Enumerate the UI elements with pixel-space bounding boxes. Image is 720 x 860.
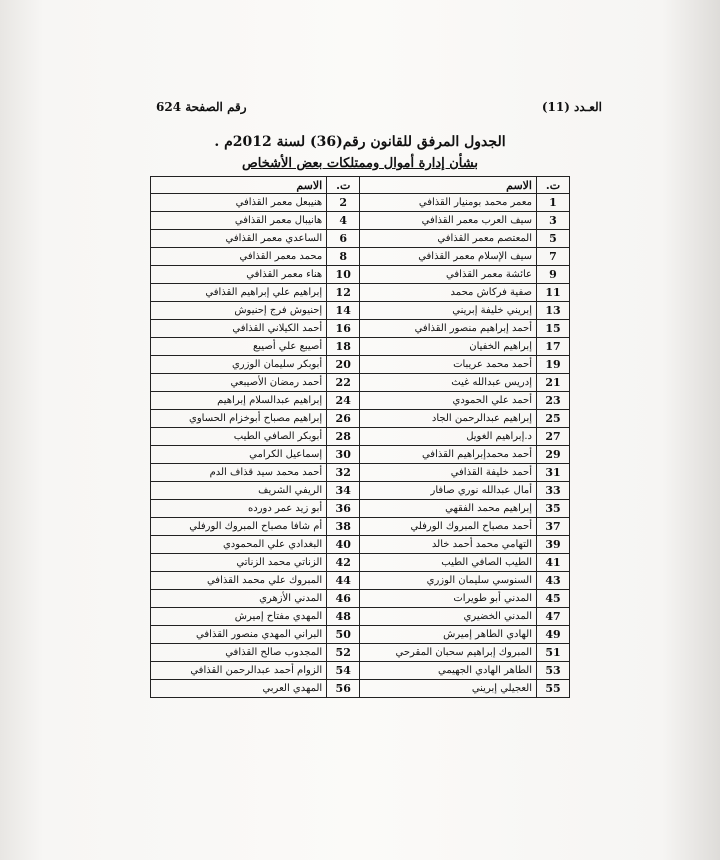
table-row xyxy=(151,626,570,644)
row-number: 1 xyxy=(537,194,570,212)
person-name: إسماعيل الكرامي xyxy=(151,446,327,464)
row-number: 51 xyxy=(537,644,570,662)
row-number: 42 xyxy=(327,554,360,572)
column-header-name: الاسم xyxy=(151,177,327,194)
row-number: 50 xyxy=(327,626,360,644)
row-number: 38 xyxy=(327,518,360,536)
row-number: 2 xyxy=(327,194,360,212)
row-number: 33 xyxy=(537,482,570,500)
person-name: المجدوب صالح القذافي xyxy=(151,644,327,662)
document-subtitle: بشأن إدارة أموال وممتلكات بعض الأشخاص xyxy=(242,156,478,171)
table-row xyxy=(151,392,570,410)
row-number: 21 xyxy=(537,374,570,392)
person-name: المبروك علي محمد القذافي xyxy=(151,572,327,590)
person-name: إبراهيم الخفيان xyxy=(360,338,537,356)
person-name: سيف العرب معمر القذافي xyxy=(360,212,537,230)
row-number: 48 xyxy=(327,608,360,626)
row-number: 46 xyxy=(327,590,360,608)
table-row xyxy=(151,374,570,392)
person-name: إبراهيم مصباح أبوخزام الحساوي xyxy=(151,410,327,428)
row-number: 40 xyxy=(327,536,360,554)
row-number: 27 xyxy=(537,428,570,446)
row-number: 5 xyxy=(537,230,570,248)
row-number: 13 xyxy=(537,302,570,320)
table-row xyxy=(151,662,570,680)
table-row xyxy=(151,230,570,248)
person-name: المبروك إبراهيم سحبان المقرحي xyxy=(360,644,537,662)
table-row xyxy=(151,284,570,302)
person-name: أبوبكر سليمان الوزري xyxy=(151,356,327,374)
row-number: 49 xyxy=(537,626,570,644)
row-number: 35 xyxy=(537,500,570,518)
row-number: 55 xyxy=(537,680,570,698)
table-row xyxy=(151,338,570,356)
person-name: هناء معمر القذافي xyxy=(151,266,327,284)
table-row xyxy=(151,500,570,518)
row-number: 16 xyxy=(327,320,360,338)
person-name: عائشة معمر القذافي xyxy=(360,266,537,284)
person-name: الطاهر الهادي الجهيمي xyxy=(360,662,537,680)
person-name: المدني الأزهري xyxy=(151,590,327,608)
table-row xyxy=(151,608,570,626)
row-number: 47 xyxy=(537,608,570,626)
row-number: 53 xyxy=(537,662,570,680)
person-name: معمر محمد بومنيار القذافي xyxy=(360,194,537,212)
issue-number: العـدد (11) xyxy=(541,100,602,114)
row-number: 12 xyxy=(327,284,360,302)
person-name: أم شافا مصباح المبروك الورفلي xyxy=(151,518,327,536)
table-row xyxy=(151,212,570,230)
person-name: إبراهيم علي إبراهيم القذافي xyxy=(151,284,327,302)
person-name: السنوسي سليمان الوزري xyxy=(360,572,537,590)
column-header-number: ت. xyxy=(327,177,360,194)
person-name: صفية فركاش محمد xyxy=(360,284,537,302)
person-name: المعتصم معمر القذافي xyxy=(360,230,537,248)
row-number: 32 xyxy=(327,464,360,482)
row-number: 39 xyxy=(537,536,570,554)
person-name: أحمد رمضان الأصيبعي xyxy=(151,374,327,392)
row-number: 28 xyxy=(327,428,360,446)
table-row xyxy=(151,302,570,320)
row-number: 18 xyxy=(327,338,360,356)
table-row xyxy=(151,320,570,338)
person-name: سيف الإسلام معمر القذافي xyxy=(360,248,537,266)
person-name: أبو زيد عمر دورده xyxy=(151,500,327,518)
person-name: أصيبع علي أصيبع xyxy=(151,338,327,356)
row-number: 45 xyxy=(537,590,570,608)
column-header-name: الاسم xyxy=(360,177,537,194)
table-row xyxy=(151,356,570,374)
table-header-row xyxy=(151,177,570,194)
person-name: الطيب الصافي الطيب xyxy=(360,554,537,572)
table-row xyxy=(151,536,570,554)
row-number: 43 xyxy=(537,572,570,590)
document-title: الجدول المرفق للقانون رقم(36) لسنة 2012م . xyxy=(214,134,506,150)
table-row xyxy=(151,482,570,500)
row-number: 15 xyxy=(537,320,570,338)
row-number: 11 xyxy=(537,284,570,302)
person-name: إبراهيم عبدالرحمن الجاد xyxy=(360,410,537,428)
row-number: 30 xyxy=(327,446,360,464)
person-name: أحمد علي الحمودي xyxy=(360,392,537,410)
table-row xyxy=(151,248,570,266)
table-row xyxy=(151,680,570,698)
row-number: 31 xyxy=(537,464,570,482)
row-number: 4 xyxy=(327,212,360,230)
table-row xyxy=(151,518,570,536)
table-row xyxy=(151,410,570,428)
row-number: 36 xyxy=(327,500,360,518)
table-row xyxy=(151,464,570,482)
person-name: أبوبكر الصافي الطيب xyxy=(151,428,327,446)
person-name: التهامي محمد أحمد خالد xyxy=(360,536,537,554)
page-header xyxy=(0,96,720,120)
column-header-number: ت. xyxy=(537,177,570,194)
person-name: المهدي العربي xyxy=(151,680,327,698)
page-number: رقم الصفحة 624 xyxy=(156,100,247,114)
row-number: 44 xyxy=(327,572,360,590)
person-name: أحمد محمد عريبات xyxy=(360,356,537,374)
person-name: أحمد محمدإبراهيم القذافي xyxy=(360,446,537,464)
table-row xyxy=(151,554,570,572)
table-row xyxy=(151,266,570,284)
person-name: إحنيوش فرج إحنيوش xyxy=(151,302,327,320)
table-row xyxy=(151,428,570,446)
row-number: 3 xyxy=(537,212,570,230)
person-name: أحمد إبراهيم منصور القذافي xyxy=(360,320,537,338)
row-number: 20 xyxy=(327,356,360,374)
row-number: 25 xyxy=(537,410,570,428)
table-row xyxy=(151,572,570,590)
person-name: البغدادي علي المحمودي xyxy=(151,536,327,554)
person-name: العجيلي إبريني xyxy=(360,680,537,698)
person-name: الزوام أحمد عبدالرحمن القذافي xyxy=(151,662,327,680)
row-number: 52 xyxy=(327,644,360,662)
person-name: المهدي مفتاح إميرش xyxy=(151,608,327,626)
row-number: 26 xyxy=(327,410,360,428)
person-name: الزناتي محمد الزناتي xyxy=(151,554,327,572)
row-number: 41 xyxy=(537,554,570,572)
person-name: الريفي الشريف xyxy=(151,482,327,500)
names-table xyxy=(150,176,570,698)
person-name: إبراهيم عبدالسلام إبراهيم xyxy=(151,392,327,410)
row-number: 7 xyxy=(537,248,570,266)
row-number: 56 xyxy=(327,680,360,698)
person-name: إبريني خليفة إبريني xyxy=(360,302,537,320)
person-name: هنيبعل معمر القذافي xyxy=(151,194,327,212)
row-number: 17 xyxy=(537,338,570,356)
row-number: 8 xyxy=(327,248,360,266)
person-name: أحمد محمد سيد قذاف الدم xyxy=(151,464,327,482)
person-name: أحمد مصباح المبروك الورفلي xyxy=(360,518,537,536)
person-name: المدني الخضيري xyxy=(360,608,537,626)
person-name: المدني أبو طويرات xyxy=(360,590,537,608)
person-name: إبراهيم محمد الفقهي xyxy=(360,500,537,518)
row-number: 10 xyxy=(327,266,360,284)
person-name: إدريس عبدالله غيث xyxy=(360,374,537,392)
table-row xyxy=(151,194,570,212)
row-number: 23 xyxy=(537,392,570,410)
row-number: 54 xyxy=(327,662,360,680)
row-number: 22 xyxy=(327,374,360,392)
person-name: د.إبراهيم الغويل xyxy=(360,428,537,446)
row-number: 14 xyxy=(327,302,360,320)
row-number: 37 xyxy=(537,518,570,536)
person-name: الساعدي معمر القذافي xyxy=(151,230,327,248)
person-name: أحمد الكيلاني القذافي xyxy=(151,320,327,338)
table-row xyxy=(151,644,570,662)
person-name: هانيبال معمر القذافي xyxy=(151,212,327,230)
person-name: محمد معمر القذافي xyxy=(151,248,327,266)
table-row xyxy=(151,446,570,464)
person-name: أمال عبدالله نوري صافار xyxy=(360,482,537,500)
row-number: 6 xyxy=(327,230,360,248)
person-name: البراني المهدي منصور القذافي xyxy=(151,626,327,644)
person-name: أحمد خليفة القذافي xyxy=(360,464,537,482)
person-name: الهادي الطاهر إميرش xyxy=(360,626,537,644)
row-number: 29 xyxy=(537,446,570,464)
row-number: 24 xyxy=(327,392,360,410)
table-row xyxy=(151,590,570,608)
row-number: 19 xyxy=(537,356,570,374)
row-number: 34 xyxy=(327,482,360,500)
row-number: 9 xyxy=(537,266,570,284)
